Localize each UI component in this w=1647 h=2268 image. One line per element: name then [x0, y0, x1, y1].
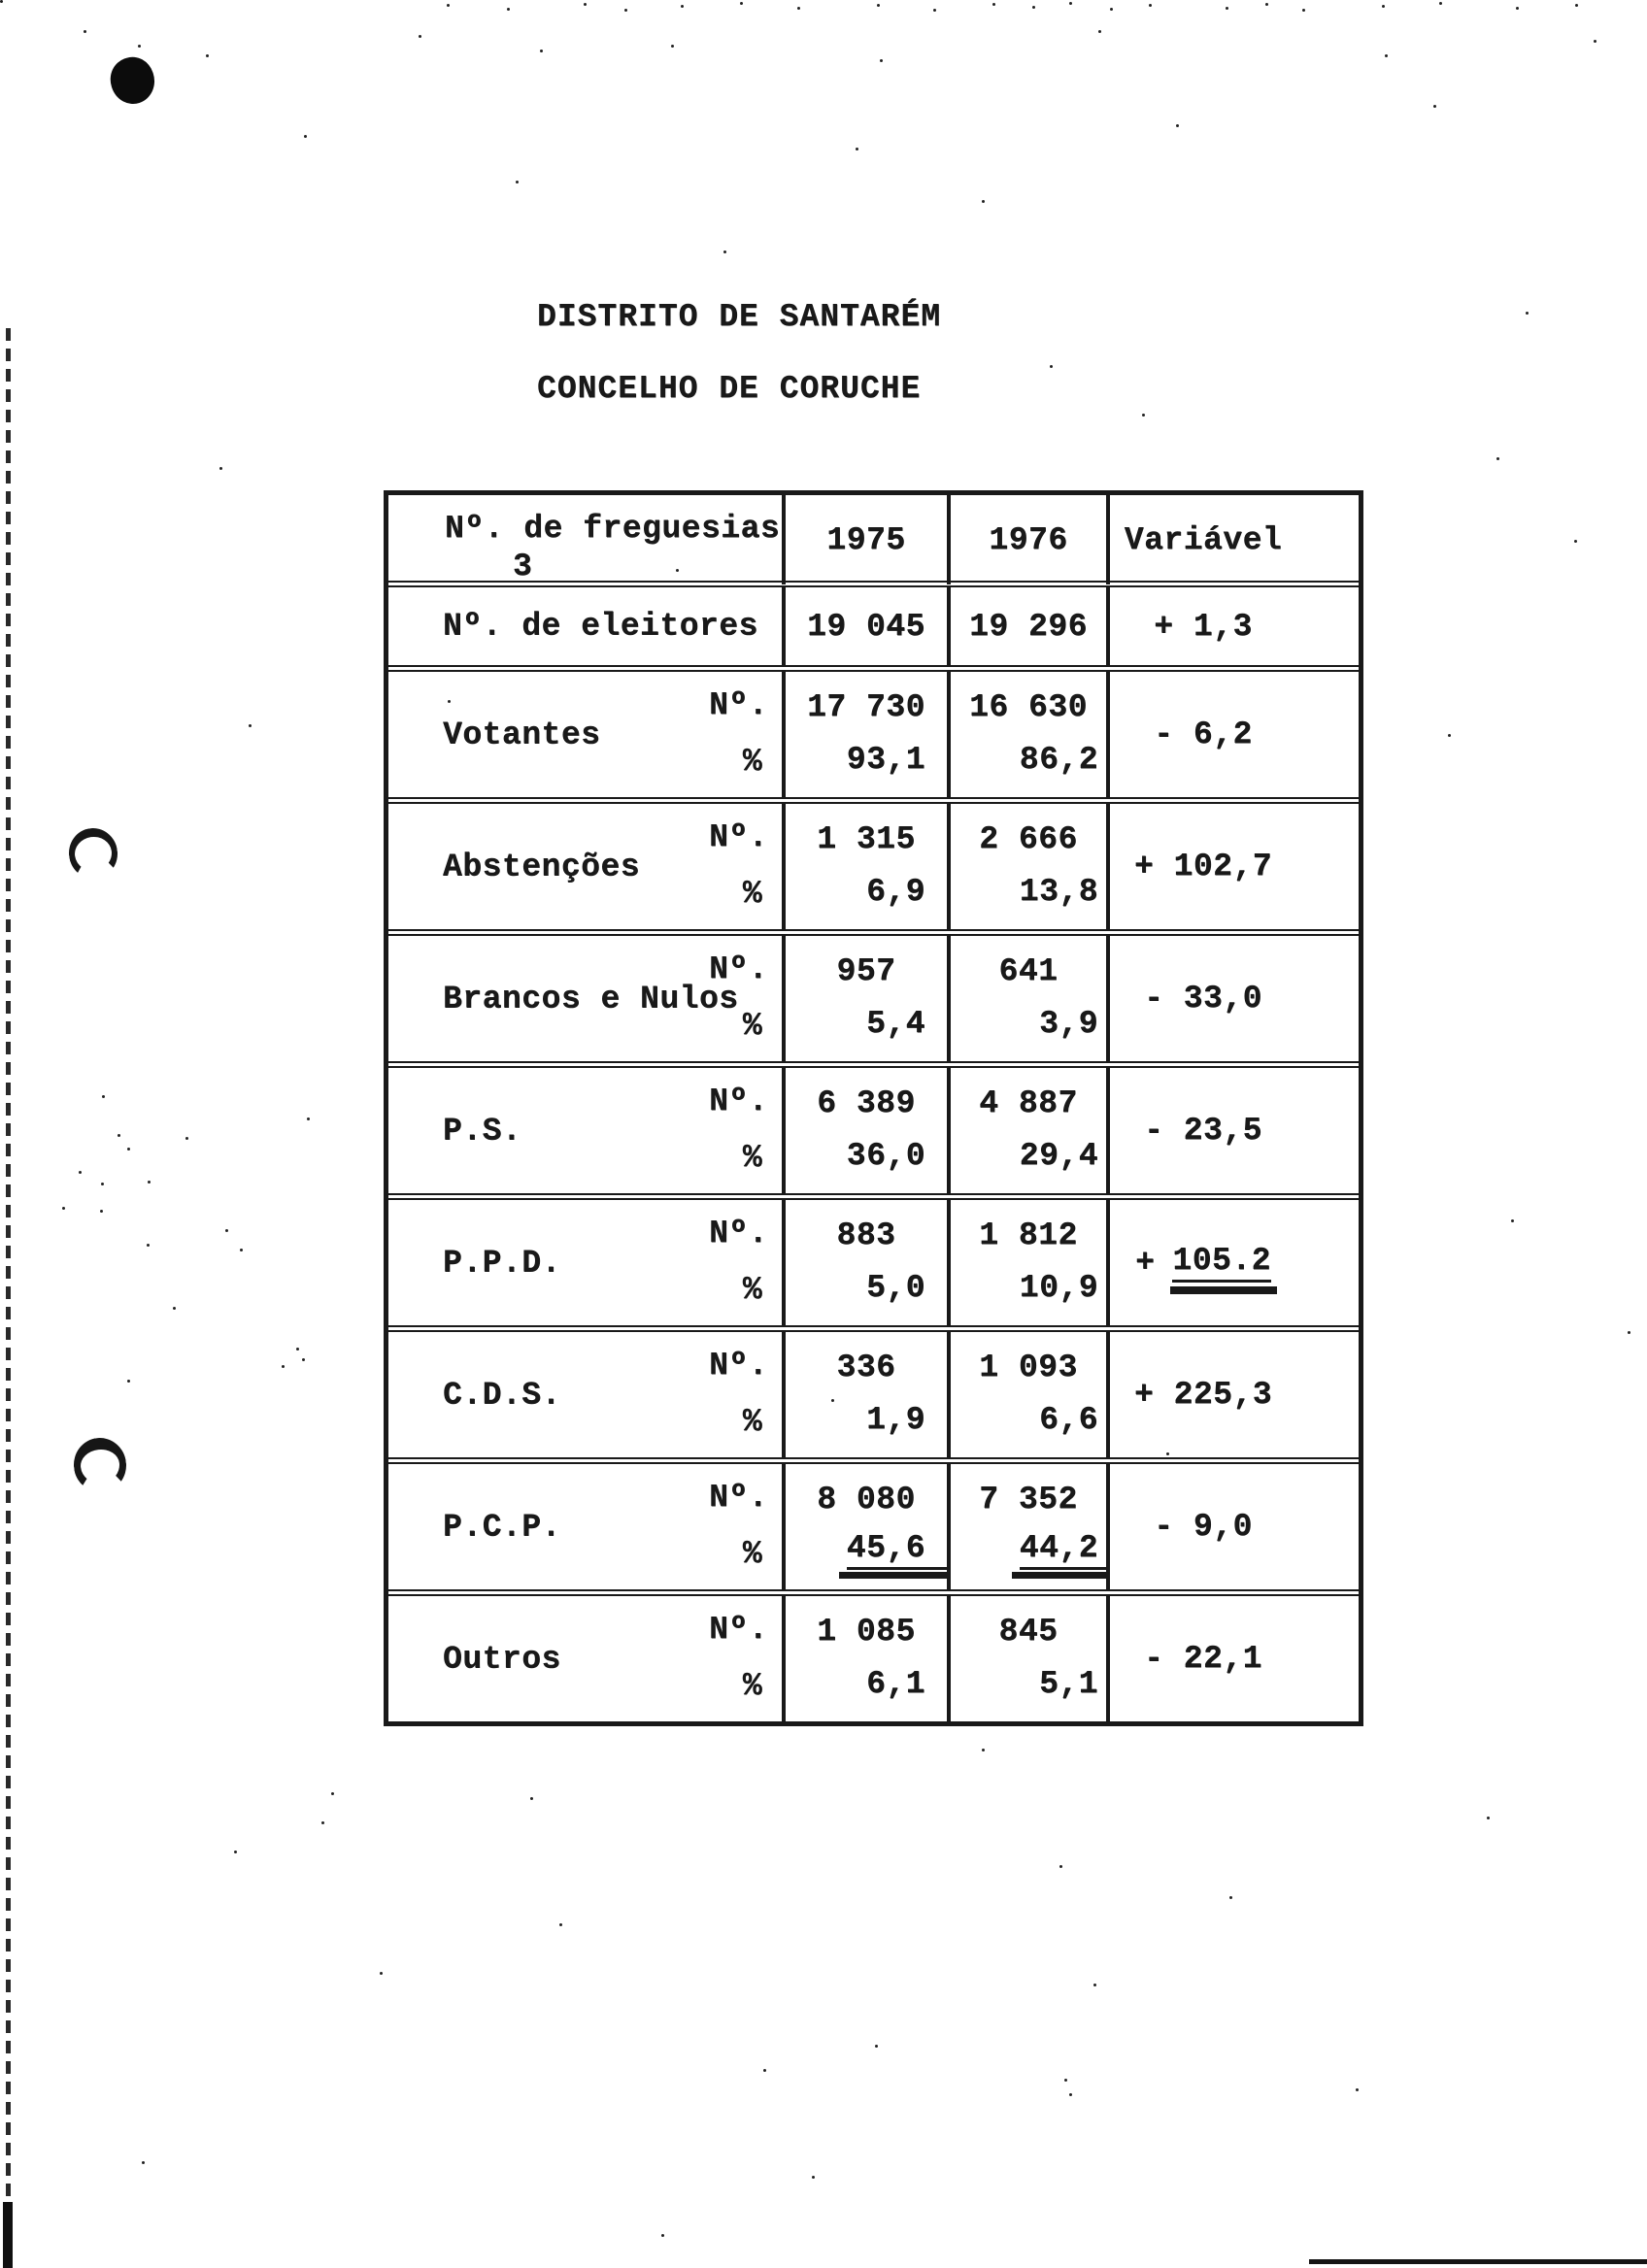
row-label: C.D.S. — [443, 1377, 561, 1413]
numero-1975: 1 085 — [817, 1614, 916, 1650]
percent-sublabel: % — [742, 876, 762, 912]
freguesias-count: 3 — [513, 549, 533, 585]
row-label: P.C.P. — [443, 1509, 561, 1545]
percent-1976: 6,6 — [1039, 1402, 1098, 1438]
table-row-votantes — [388, 665, 1359, 797]
binder-ring-shadow — [66, 825, 121, 882]
percent-sublabel: % — [742, 1272, 762, 1308]
numero-1976: 7 352 — [979, 1482, 1078, 1518]
percent-1976: 5,1 — [1039, 1666, 1098, 1702]
row-label: Nº. de eleitores — [443, 608, 758, 645]
numero-1976: 1 093 — [979, 1350, 1078, 1385]
row-label: Votantes — [443, 717, 601, 752]
numero-1976: 641 — [998, 953, 1059, 989]
row-label: Abstenções — [443, 849, 641, 884]
percent-sublabel: % — [742, 1008, 762, 1044]
table-row-eleitores — [388, 581, 1359, 665]
scan-edge-line — [6, 328, 11, 2268]
percent-1975: 6,1 — [866, 1666, 925, 1702]
row-label: P.S. — [443, 1113, 522, 1149]
header-1976: 1976 — [947, 495, 1106, 584]
row-label: P.P.D. — [443, 1245, 561, 1281]
scan-noise-speckles — [0, 0, 3, 3]
numero-1976: 845 — [998, 1614, 1059, 1650]
table-header-row — [388, 495, 1359, 585]
table-row-outros — [388, 1589, 1359, 1721]
percent-sublabel: % — [742, 1140, 762, 1176]
variavel-value: + 102,7 — [1106, 804, 1359, 929]
numero-1975: 8 080 — [817, 1482, 916, 1518]
numero-1975: 336 — [836, 1350, 896, 1385]
percent-1976-underlined: 44,2 — [1020, 1530, 1106, 1570]
variavel-value: - 33,0 — [1106, 936, 1359, 1061]
percent-1975: 5,0 — [866, 1270, 925, 1306]
header-label-cell — [388, 495, 782, 584]
binder-ring-shadow — [71, 1435, 129, 1494]
numero-sublabel: Nº. — [709, 1084, 768, 1119]
percent-1975: 93,1 — [846, 742, 925, 778]
variavel-value: - 6,2 — [1106, 672, 1359, 797]
table-row-brancos-nulos — [388, 929, 1359, 1061]
scan-edge-bottom — [3, 2202, 13, 2268]
eleitores-1975: 19 045 — [782, 587, 947, 665]
variavel-value: - 22,1 — [1106, 1596, 1359, 1721]
percent-1975: 6,9 — [866, 874, 925, 910]
percent-sublabel: % — [742, 744, 762, 780]
numero-sublabel: Nº. — [709, 1216, 768, 1251]
percent-1975: 5,4 — [866, 1006, 925, 1042]
percent-1976: 3,9 — [1039, 1006, 1098, 1042]
district-title: DISTRITO DE SANTARÉM — [537, 299, 942, 335]
header-1975: 1975 — [782, 495, 947, 584]
percent-1975-underlined: 45,6 — [847, 1530, 947, 1570]
percent-1975: 1,9 — [866, 1402, 925, 1438]
percent-1975: 36,0 — [846, 1138, 925, 1174]
table-row-pcp — [388, 1457, 1359, 1589]
numero-1975: 957 — [836, 953, 896, 989]
percent-1976: 10,9 — [1019, 1270, 1098, 1306]
percent-1976: 13,8 — [1019, 874, 1098, 910]
eleitores-variavel: + 1,3 — [1106, 587, 1359, 665]
numero-1975: 883 — [836, 1217, 896, 1253]
council-title: CONCELHO DE CORUCHE — [537, 371, 922, 407]
numero-sublabel: Nº. — [709, 819, 768, 855]
variavel-sign: + — [1135, 1245, 1156, 1281]
numero-sublabel: Nº. — [709, 951, 768, 987]
election-results-table — [384, 490, 1363, 1726]
row-label: Brancos e Nulos — [443, 981, 739, 1017]
variavel-value-underlined: 105.2 — [1172, 1243, 1271, 1283]
numero-1975: 6 389 — [817, 1085, 916, 1121]
eleitores-1976: 19 296 — [947, 587, 1106, 665]
numero-1975: 17 730 — [807, 689, 925, 725]
variavel-value: - 9,0 — [1106, 1464, 1359, 1589]
numero-1976: 2 666 — [979, 821, 1078, 857]
freguesias-label: Nº. de freguesias — [445, 511, 781, 547]
table-row-ppd — [388, 1193, 1359, 1325]
numero-sublabel: Nº. — [709, 1480, 768, 1516]
row-label: Outros — [443, 1641, 561, 1677]
numero-sublabel: Nº. — [709, 1612, 768, 1648]
variavel-value: + 225,3 — [1106, 1332, 1359, 1457]
numero-1976: 16 630 — [969, 689, 1088, 725]
numero-1976: 4 887 — [979, 1085, 1078, 1121]
percent-sublabel: % — [742, 1668, 762, 1704]
numero-sublabel: Nº. — [709, 1348, 768, 1384]
percent-1976: 86,2 — [1019, 742, 1098, 778]
numero-1975: 1 315 — [817, 821, 916, 857]
numero-1976: 1 812 — [979, 1217, 1078, 1253]
percent-sublabel: % — [742, 1536, 762, 1572]
header-variavel: Variável — [1106, 495, 1359, 584]
percent-sublabel: % — [742, 1404, 762, 1440]
table-row-cds — [388, 1325, 1359, 1457]
table-row-abstencoes — [388, 797, 1359, 929]
percent-1976: 29,4 — [1019, 1138, 1098, 1174]
punch-hole-mark — [105, 51, 161, 110]
numero-sublabel: Nº. — [709, 687, 768, 723]
variavel-value: - 23,5 — [1106, 1068, 1359, 1193]
table-row-ps — [388, 1061, 1359, 1193]
scan-bottom-line — [1309, 2259, 1647, 2264]
